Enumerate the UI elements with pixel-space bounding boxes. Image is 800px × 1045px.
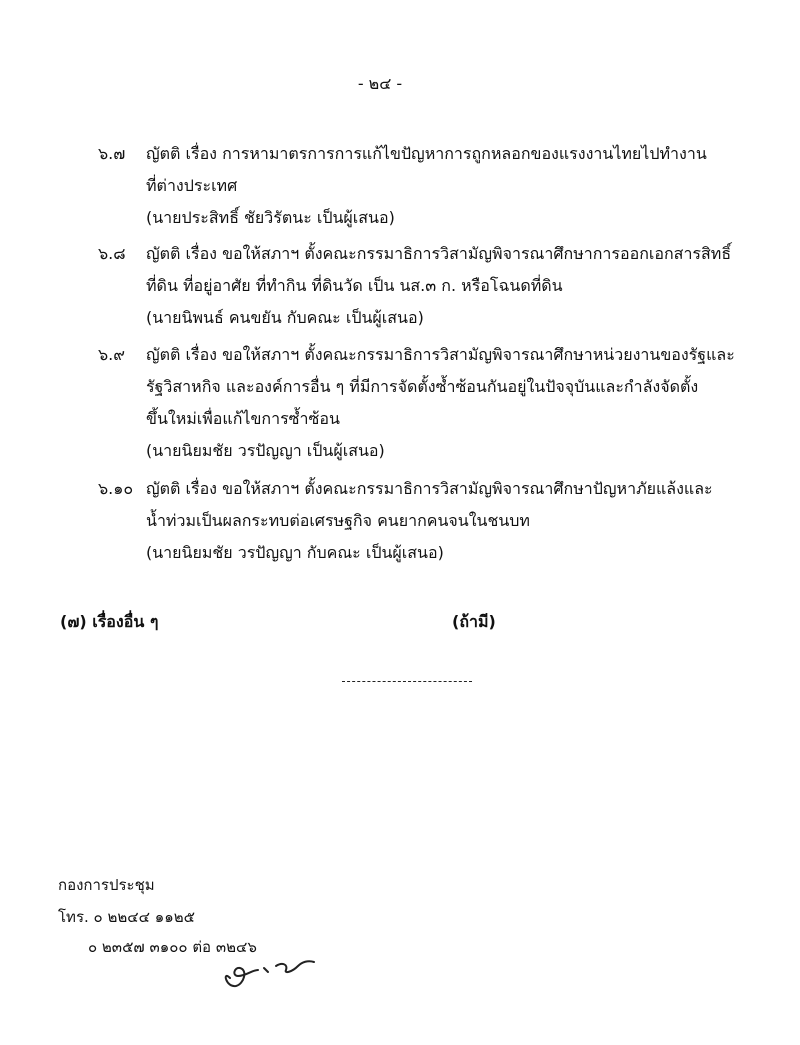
office-phone: โทร. ๐ ๒๒๔๔ ๑๑๒๕ xyxy=(58,908,195,926)
motion-proposer: (นายนิยมชัย วรปัญญา เป็นผู้เสนอ) xyxy=(146,441,385,460)
motion-number: ๖.๑๐ xyxy=(98,479,134,498)
motion-title: ญัตติ เรื่อง ขอให้สภาฯ ตั้งคณะกรรมาธิการวิสามัญพิจารณาศึกษาการออกเอกสารสิทธิ์ xyxy=(146,244,732,263)
motion-title-continued: น้ำท่วมเป็นผลกระทบต่อเศรษฐกิจ คนยากคนจนในชนบท xyxy=(146,511,530,530)
motion-title-continued: รัฐวิสาหกิจ และองค์การอื่น ๆ ที่มีการจัดตั้งซ้ำซ้อนกันอยู่ในปัจจุบันและกำลังจัดตั้ง xyxy=(146,377,699,396)
page-number: - ๒๔ - xyxy=(357,74,403,93)
motion-title-continued: ที่ต่างประเทศ xyxy=(146,176,238,195)
other-matters-status: (ถ้ามี) xyxy=(452,612,496,631)
other-matters-label: (๗) เรื่องอื่น ๆ xyxy=(60,612,159,631)
section-divider xyxy=(342,681,472,682)
motion-title: ญัตติ เรื่อง การหามาตรการการแก้ไขปัญหาการถูกหลอกของแรงงานไทยไปทำงาน xyxy=(146,144,707,163)
motion-proposer: (นายนิพนธ์ คนขยัน กับคณะ เป็นผู้เสนอ) xyxy=(146,308,424,327)
motion-proposer: (นายประสิทธิ์ ชัยวิรัตนะ เป็นผู้เสนอ) xyxy=(146,208,395,227)
motion-number: ๖.๗ xyxy=(98,144,126,163)
motion-number: ๖.๙ xyxy=(98,345,125,364)
motion-proposer: (นายนิยมชัย วรปัญญา กับคณะ เป็นผู้เสนอ) xyxy=(146,543,444,562)
motion-title: ญัตติ เรื่อง ขอให้สภาฯ ตั้งคณะกรรมาธิการวิสามัญพิจารณาศึกษาหน่วยงานของรัฐและ xyxy=(146,345,735,364)
motion-title-continued: ที่ดิน ที่อยู่อาศัย ที่ทำกิน ที่ดินวัด เป็น นส.๓ ก. หรือโฉนดที่ดิน xyxy=(146,276,563,295)
handwritten-initials xyxy=(218,948,318,996)
motion-title-continued: ขึ้นใหม่เพื่อแก้ไขการซ้ำซ้อน xyxy=(146,409,340,428)
office-phone-extension: ๐ ๒๓๕๗ ๓๑๐๐ ต่อ ๓๒๔๖ xyxy=(88,938,257,956)
motion-number: ๖.๘ xyxy=(98,244,126,263)
motion-title: ญัตติ เรื่อง ขอให้สภาฯ ตั้งคณะกรรมาธิการวิสามัญพิจารณาศึกษาปัญหาภัยแล้งและ xyxy=(146,479,713,498)
office-name: กองการประชุม xyxy=(58,876,155,894)
